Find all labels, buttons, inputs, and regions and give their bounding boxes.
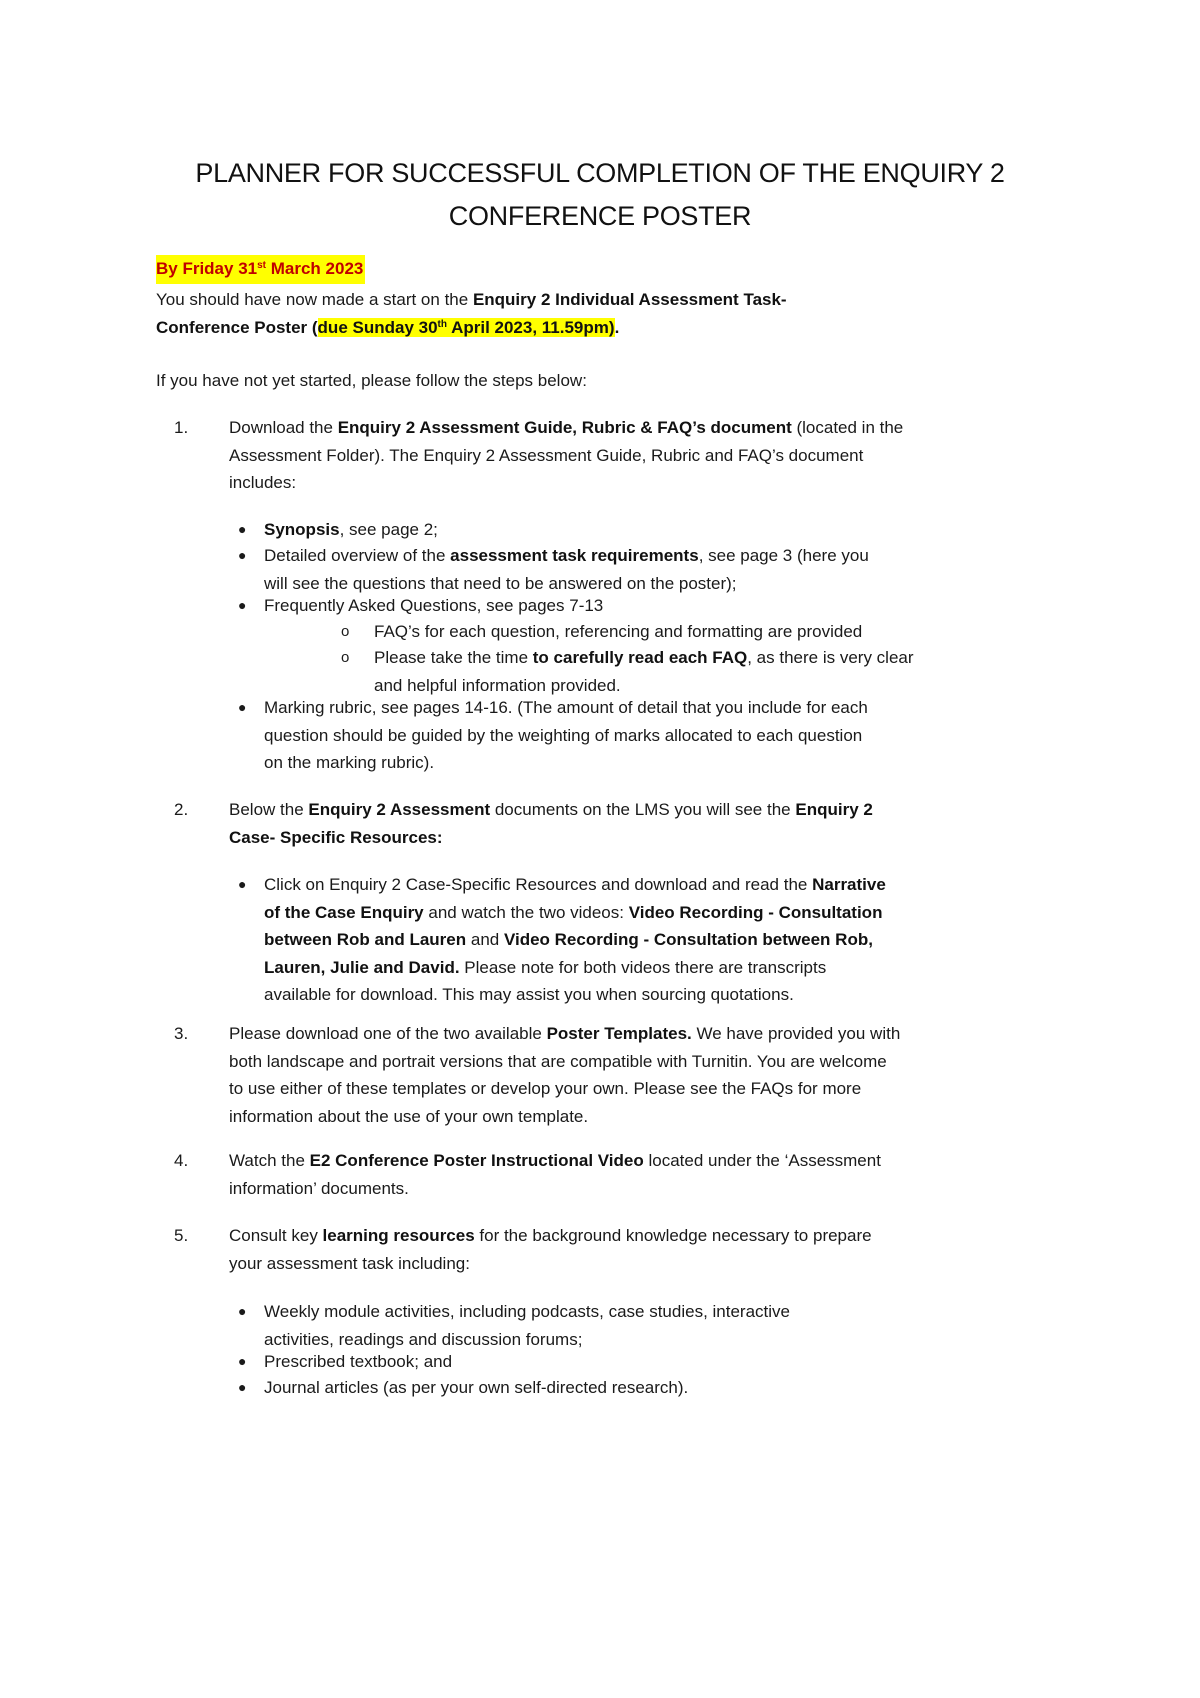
circle-bullet-icon: o — [341, 649, 350, 666]
bullet-icon: ● — [238, 876, 247, 892]
step-4-text: Watch the E2 Conference Poster Instructional Video located under the ‘Assessment information’ documents. — [229, 1151, 881, 1198]
title-line-2: CONFERENCE POSTER — [448, 201, 752, 231]
deadline-text-suffix: March 2023 — [266, 259, 364, 278]
circle-bullet-icon: o — [341, 623, 350, 640]
step-number: 4. — [174, 1151, 189, 1170]
bullet-icon: ● — [238, 521, 247, 537]
list-item: ● Frequently Asked Questions, see pages 7-13 — [264, 592, 1044, 620]
step-number: 2. — [174, 800, 189, 819]
step-3-text: Please download one of the two available Poster Templates. We have provided you with both landscape and portrait versions that are compatible with Turnitin. You are welcome to use either of these templates or develop your own. Please see the FAQs for more information about the use of your own template. — [229, 1024, 901, 1126]
bullet-icon: ● — [238, 1303, 247, 1319]
sub-list-item: o Please take the time to carefully read each FAQ, as there is very clear and helpful information provided. — [374, 644, 1034, 699]
due-date-highlight: due Sunday 30th April 2023, 11.59pm) — [317, 317, 615, 337]
title-line-1: PLANNER FOR SUCCESSFUL COMPLETION OF THE ENQUIRY 2 — [195, 158, 1005, 188]
step-number: 5. — [174, 1226, 189, 1245]
steps-intro: If you have not yet started, please follow the steps below: — [156, 371, 587, 390]
intro-end: . — [614, 317, 620, 337]
intro-paragraph — [156, 286, 1036, 341]
bullet-icon: ● — [238, 699, 247, 715]
bullet-icon: ● — [238, 1379, 247, 1395]
intro-text: You should have now made a start on the — [156, 290, 473, 309]
bullet-icon: ● — [238, 597, 247, 613]
bullet-icon: ● — [238, 547, 247, 563]
intro-bold-2: Conference Poster ( — [156, 317, 318, 337]
list-item: ● Weekly module activities, including podcasts, case studies, interactive activities, readings and discussion forums; — [264, 1298, 1044, 1353]
list-item: ● Prescribed textbook; and — [264, 1348, 1044, 1376]
step-number: 3. — [174, 1024, 189, 1043]
deadline-sup: st — [257, 260, 267, 271]
list-item: ● Marking rubric, see pages 14-16. (The amount of detail that you include for each question should be guided by the weighting of marks allocated to each question on the marking rubric). — [264, 694, 1044, 777]
deadline-highlight — [156, 255, 365, 284]
list-item: ● Click on Enquiry 2 Case-Specific Resources and download and read the Narrative of the Case Enquiry and watch the two videos: Video Recording - Consultation between Rob and Lauren and Video Recording - Consultation between Rob, Lauren, Julie and David. Please note for both videos there are transcripts available for download. This may assist you when sourcing quotations. — [264, 871, 1044, 1009]
sub-list-item: o FAQ’s for each question, referencing and formatting are provided — [374, 618, 1034, 646]
list-item: ● Journal articles (as per your own self-directed research). — [264, 1374, 1044, 1402]
intro-bold: Enquiry 2 Individual Assessment Task- — [472, 290, 787, 309]
deadline-text: By Friday 31 — [156, 259, 258, 278]
step-1-text: Download the Enquiry 2 Assessment Guide, Rubric & FAQ’s document (located in the Assessment Folder). The Enquiry 2 Assessment Guide, Rubric and FAQ’s document includes: — [229, 418, 904, 492]
step-5-text: Consult key learning resources for the background knowledge necessary to prepare your assessment task including: — [229, 1226, 872, 1273]
list-item: ● Synopsis, see page 2; — [264, 516, 1044, 544]
list-item: ● Detailed overview of the assessment task requirements, see page 3 (here you will see the questions that need to be answered on the poster); — [264, 542, 1044, 597]
bullet-icon: ● — [238, 1353, 247, 1369]
step-number: 1. — [174, 418, 189, 437]
page-title — [150, 152, 1050, 238]
step-2-text: Below the Enquiry 2 Assessment documents on the LMS you will see the Enquiry 2 Case- Specific Resources: — [229, 800, 873, 847]
